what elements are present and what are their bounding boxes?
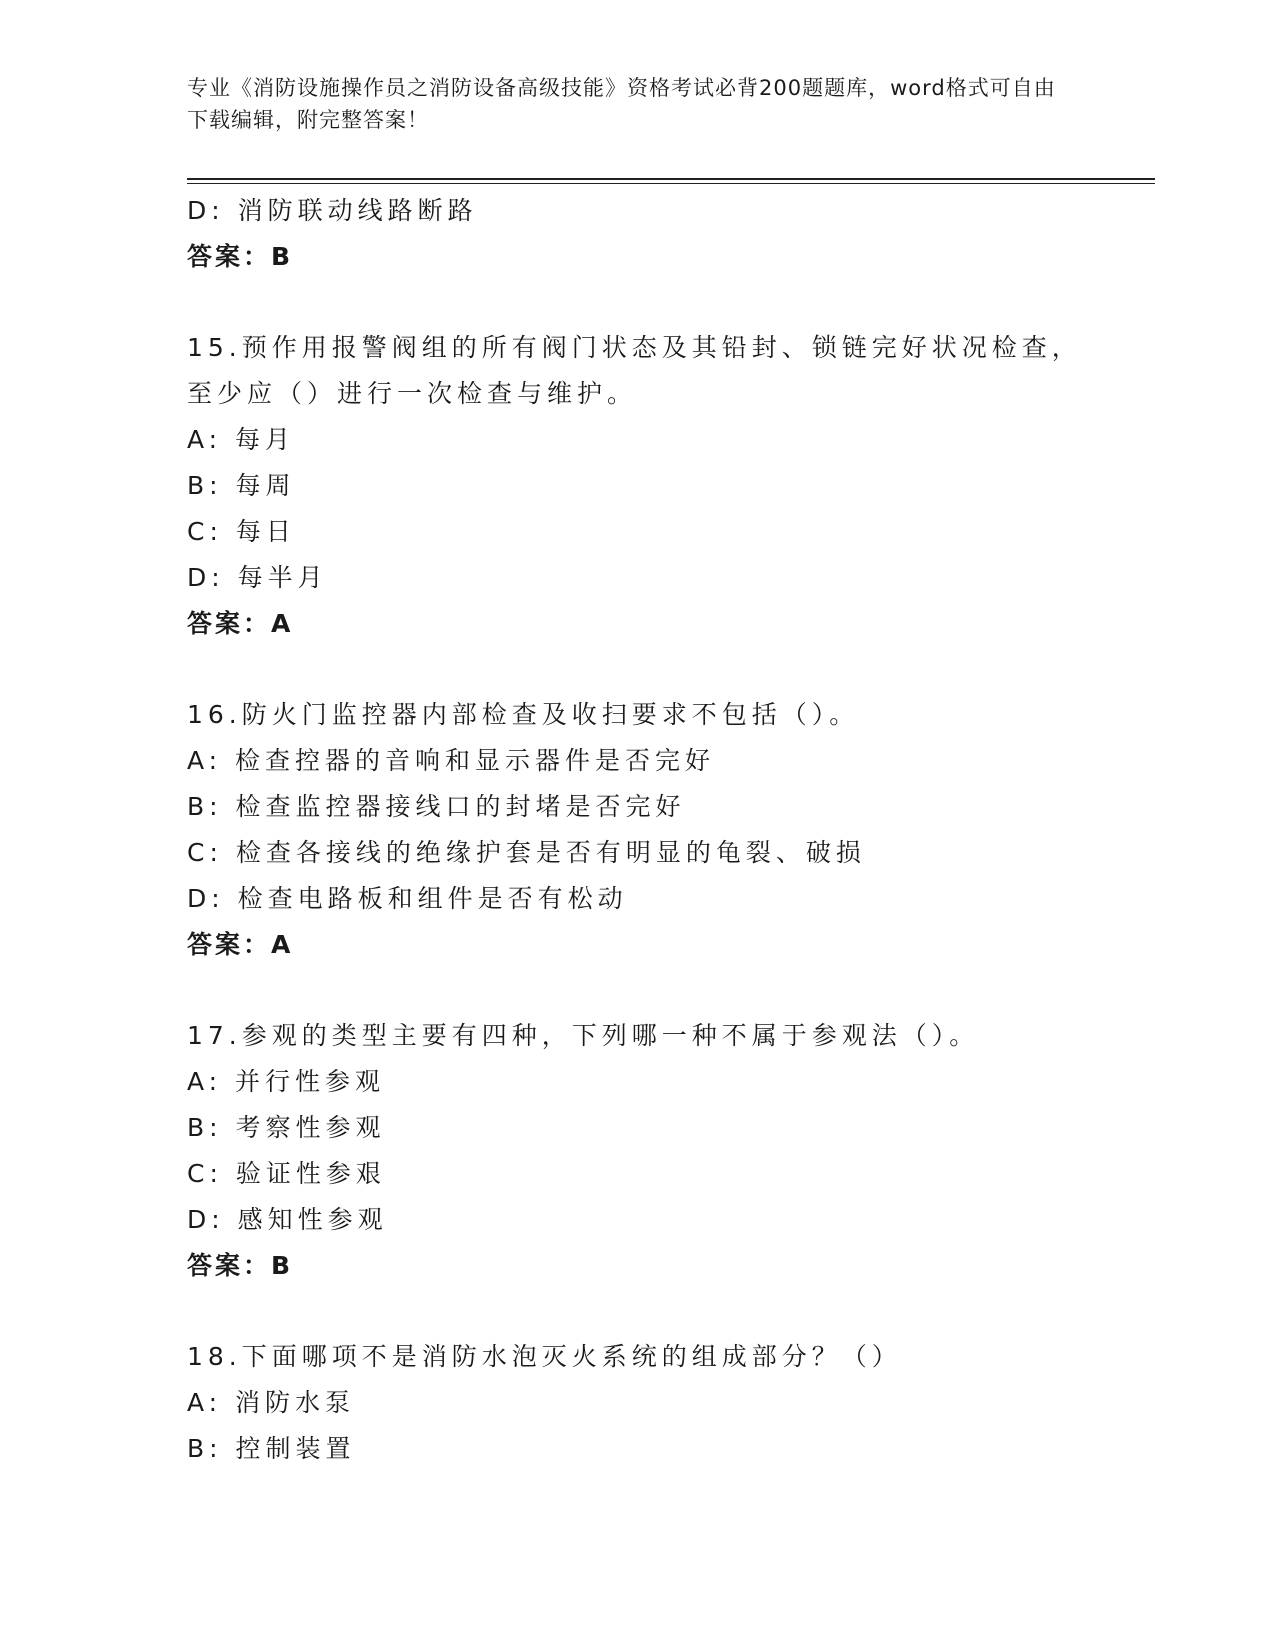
question-18: [187, 1334, 1087, 1472]
option-c: C: 检查各接线的绝缘护套是否有明显的龟裂、破损: [187, 838, 866, 867]
question-15: [187, 325, 1087, 647]
option-a: A: 每月: [187, 425, 296, 454]
document-header: 专业《消防设施操作员之消防设备高级技能》资格考试必背200题题库，word格式可自由下载编辑，附完整答案！: [187, 76, 1056, 132]
option-d: D: 每半月: [187, 563, 328, 592]
question-text: 18.下面哪项不是消防水泡灭火系统的组成部分？（）: [187, 1342, 902, 1371]
answer: 答案：B: [187, 1251, 294, 1280]
option-b: B: 考察性参观: [187, 1113, 386, 1142]
option-b: B: 控制装置: [187, 1434, 356, 1463]
spacer: [187, 968, 1087, 1013]
header-divider-thick: [187, 178, 1155, 180]
option-a: A: 检查控器的音响和显示器件是否完好: [187, 746, 716, 775]
spacer: [187, 1289, 1087, 1334]
spacer: [187, 647, 1087, 692]
question-text: 16.防火门监控器内部检查及收扫要求不包括（）。: [187, 700, 860, 729]
question-text: 15.预作用报警阀组的所有阀门状态及其铅封、锁链完好状况检查，至少应（）进行一次检查与维护。: [187, 333, 1082, 408]
option-d: D: 检查电路板和组件是否有松动: [187, 884, 628, 913]
option-d: D: 感知性参观: [187, 1205, 388, 1234]
question-list: [187, 188, 1087, 1472]
header-divider-thin: [187, 183, 1155, 184]
question-17: [187, 1013, 1087, 1289]
spacer: [187, 280, 1087, 325]
option-b: B: 检查监控器接线口的封堵是否完好: [187, 792, 686, 821]
option-b: B: 每周: [187, 471, 296, 500]
option-a: A: 并行性参观: [187, 1067, 386, 1096]
option-c: C: 每日: [187, 517, 296, 546]
prev-option-d: D: 消防联动线路断路: [187, 196, 478, 225]
answer: 答案：A: [187, 930, 294, 959]
option-a: A: 消防水泵: [187, 1388, 356, 1417]
option-c: C: 验证性参艰: [187, 1159, 386, 1188]
question-text: 17.参观的类型主要有四种，下列哪一种不属于参观法（）。: [187, 1021, 980, 1050]
answer: 答案：A: [187, 609, 294, 638]
prev-answer: 答案：B: [187, 242, 294, 271]
question-16: [187, 692, 1087, 968]
